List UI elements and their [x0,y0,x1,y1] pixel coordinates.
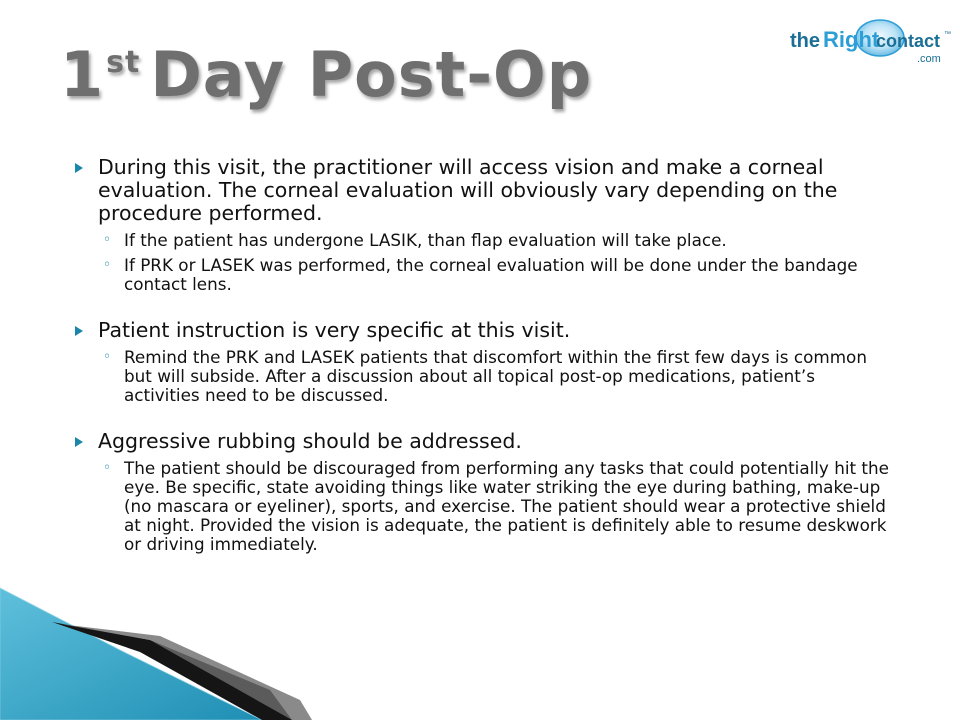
logo-text-the: the [790,30,820,52]
bullet-text: Aggressive rubbing should be addressed. [98,429,522,453]
sub-bullet-text: Remind the PRK and LASEK patients that discomfort within the first few days is common but will subside. After a discussion about all topical post-op medications, patient’s activities need to be discussed. [124,347,867,405]
logo-trademark: ™ [944,31,951,38]
ring-bullet-icon: ◦ [102,460,112,476]
title-superscript: st [106,45,141,80]
ring-bullet-icon: ◦ [102,257,112,273]
logo-text-com: .com [917,53,941,65]
title-number: 1 [60,38,105,111]
bullet-text: During this visit, the practitioner will access vision and make a corneal evaluation. The corneal evaluation will obviously vary depending on the procedure performed. [98,155,838,225]
logo-text-right: Right [823,27,880,52]
bullet-text: Patient instruction is very specific at this visit. [98,318,571,342]
title-text: Day Post-Op [150,38,593,111]
logo-text-contact: contact [876,31,941,51]
sub-bullet-text: If PRK or LASEK was performed, the corneal evaluation will be done under the bandage contact lens. [124,255,858,294]
ring-bullet-icon: ◦ [102,349,112,365]
sub-bullet-text: If the patient has undergone LASIK, than flap evaluation will take place. [124,230,727,250]
ring-bullet-icon: ◦ [102,232,112,248]
sub-bullet-text: The patient should be discouraged from performing any tasks that could potentially hit the eye. Be specific, state avoiding things like water striking the eye during bathing, make-up (no mascara or eyeliner), sports, and exercise. The patient should wear a protective shield at night. Provided the vision is adequate, the patient is definitely able to resume deskwork or driving immediately. [124,458,889,554]
